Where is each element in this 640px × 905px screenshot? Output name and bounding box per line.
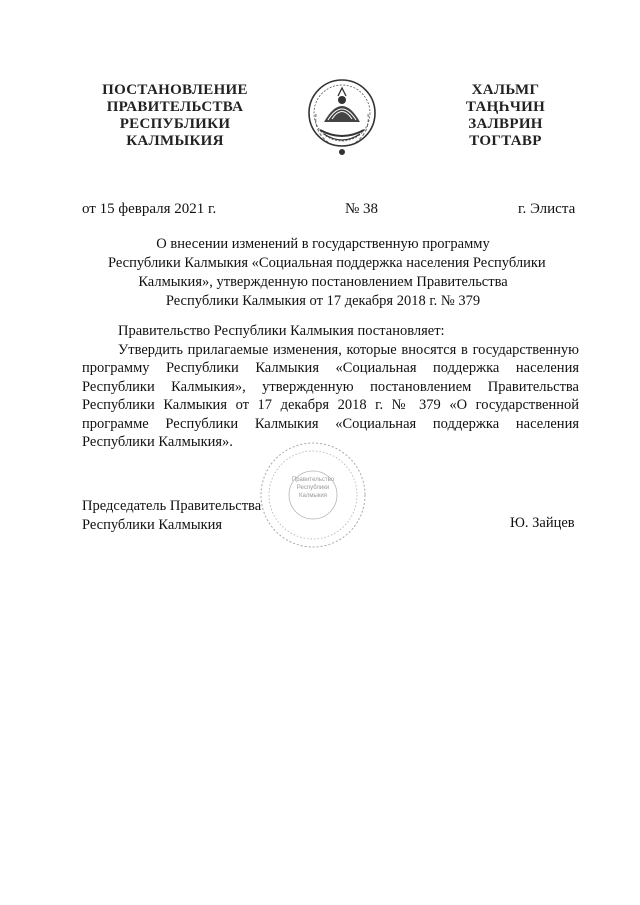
signatory-position bbox=[82, 497, 261, 534]
title-line: Республики Калмыкия «Социальная поддержка населения Республики bbox=[108, 255, 546, 271]
header-right-line: ТАҢҺЧИН bbox=[465, 99, 546, 115]
document-body bbox=[82, 322, 579, 452]
decree-paragraph: Утвердить прилагаемые изменения, которые вносятся в государственную программу Республики Калмыкия «Социальная поддержка населения Республики Калмыкия», утвержденную постановлением Правительства Республики Калмыкия от 17 декабря 2018 г. № 379 «О государственной программе Республики Калмыкия «Социальная поддержка населения Республики Калмыкия». bbox=[82, 341, 579, 450]
official-stamp bbox=[258, 440, 368, 550]
header-left-line: ПРАВИТЕЛЬСТВА bbox=[106, 99, 244, 115]
stamp-line: Республики bbox=[296, 485, 330, 491]
kalmykia-coat-of-arms-icon bbox=[302, 70, 382, 160]
intro-paragraph: Правительство Республики Калмыкия постановляет: bbox=[118, 323, 445, 339]
signatory-position-line: Председатель Правительства bbox=[82, 498, 262, 514]
title-line: Калмыкия», утвержденную постановлением Правительства bbox=[138, 274, 508, 290]
stamp-line: Правительство bbox=[291, 477, 335, 483]
title-line: О внесении изменений в государственную программу bbox=[156, 236, 490, 252]
document-city: г. Элиста bbox=[518, 201, 576, 217]
stamp-line: Калмыкия bbox=[299, 493, 327, 499]
header-left-title bbox=[100, 82, 250, 150]
title-line: Республики Калмыкия от 17 декабря 2018 г. № 379 bbox=[165, 293, 481, 309]
header-left-line: ПОСТАНОВЛЕНИЕ bbox=[102, 82, 248, 98]
header-right-title bbox=[448, 82, 563, 150]
signatory-position-line: Республики Калмыкия bbox=[82, 516, 223, 533]
header-right-line: ЗАЛВРИН bbox=[468, 116, 543, 132]
document-date: от 15 февраля 2021 г. bbox=[82, 201, 217, 217]
header-left-line: КАЛМЫКИЯ bbox=[126, 133, 224, 149]
header-right-line: ХАЛЬМГ bbox=[471, 82, 540, 98]
document-number: № 38 bbox=[345, 201, 379, 217]
signatory-name: Ю. Зайцев bbox=[510, 515, 575, 531]
header-right-line: ТОГТАВР bbox=[469, 133, 542, 149]
header-left-line: РЕСПУБЛИКИ bbox=[119, 116, 231, 132]
document-title bbox=[108, 235, 546, 311]
stamp-text bbox=[278, 476, 348, 500]
